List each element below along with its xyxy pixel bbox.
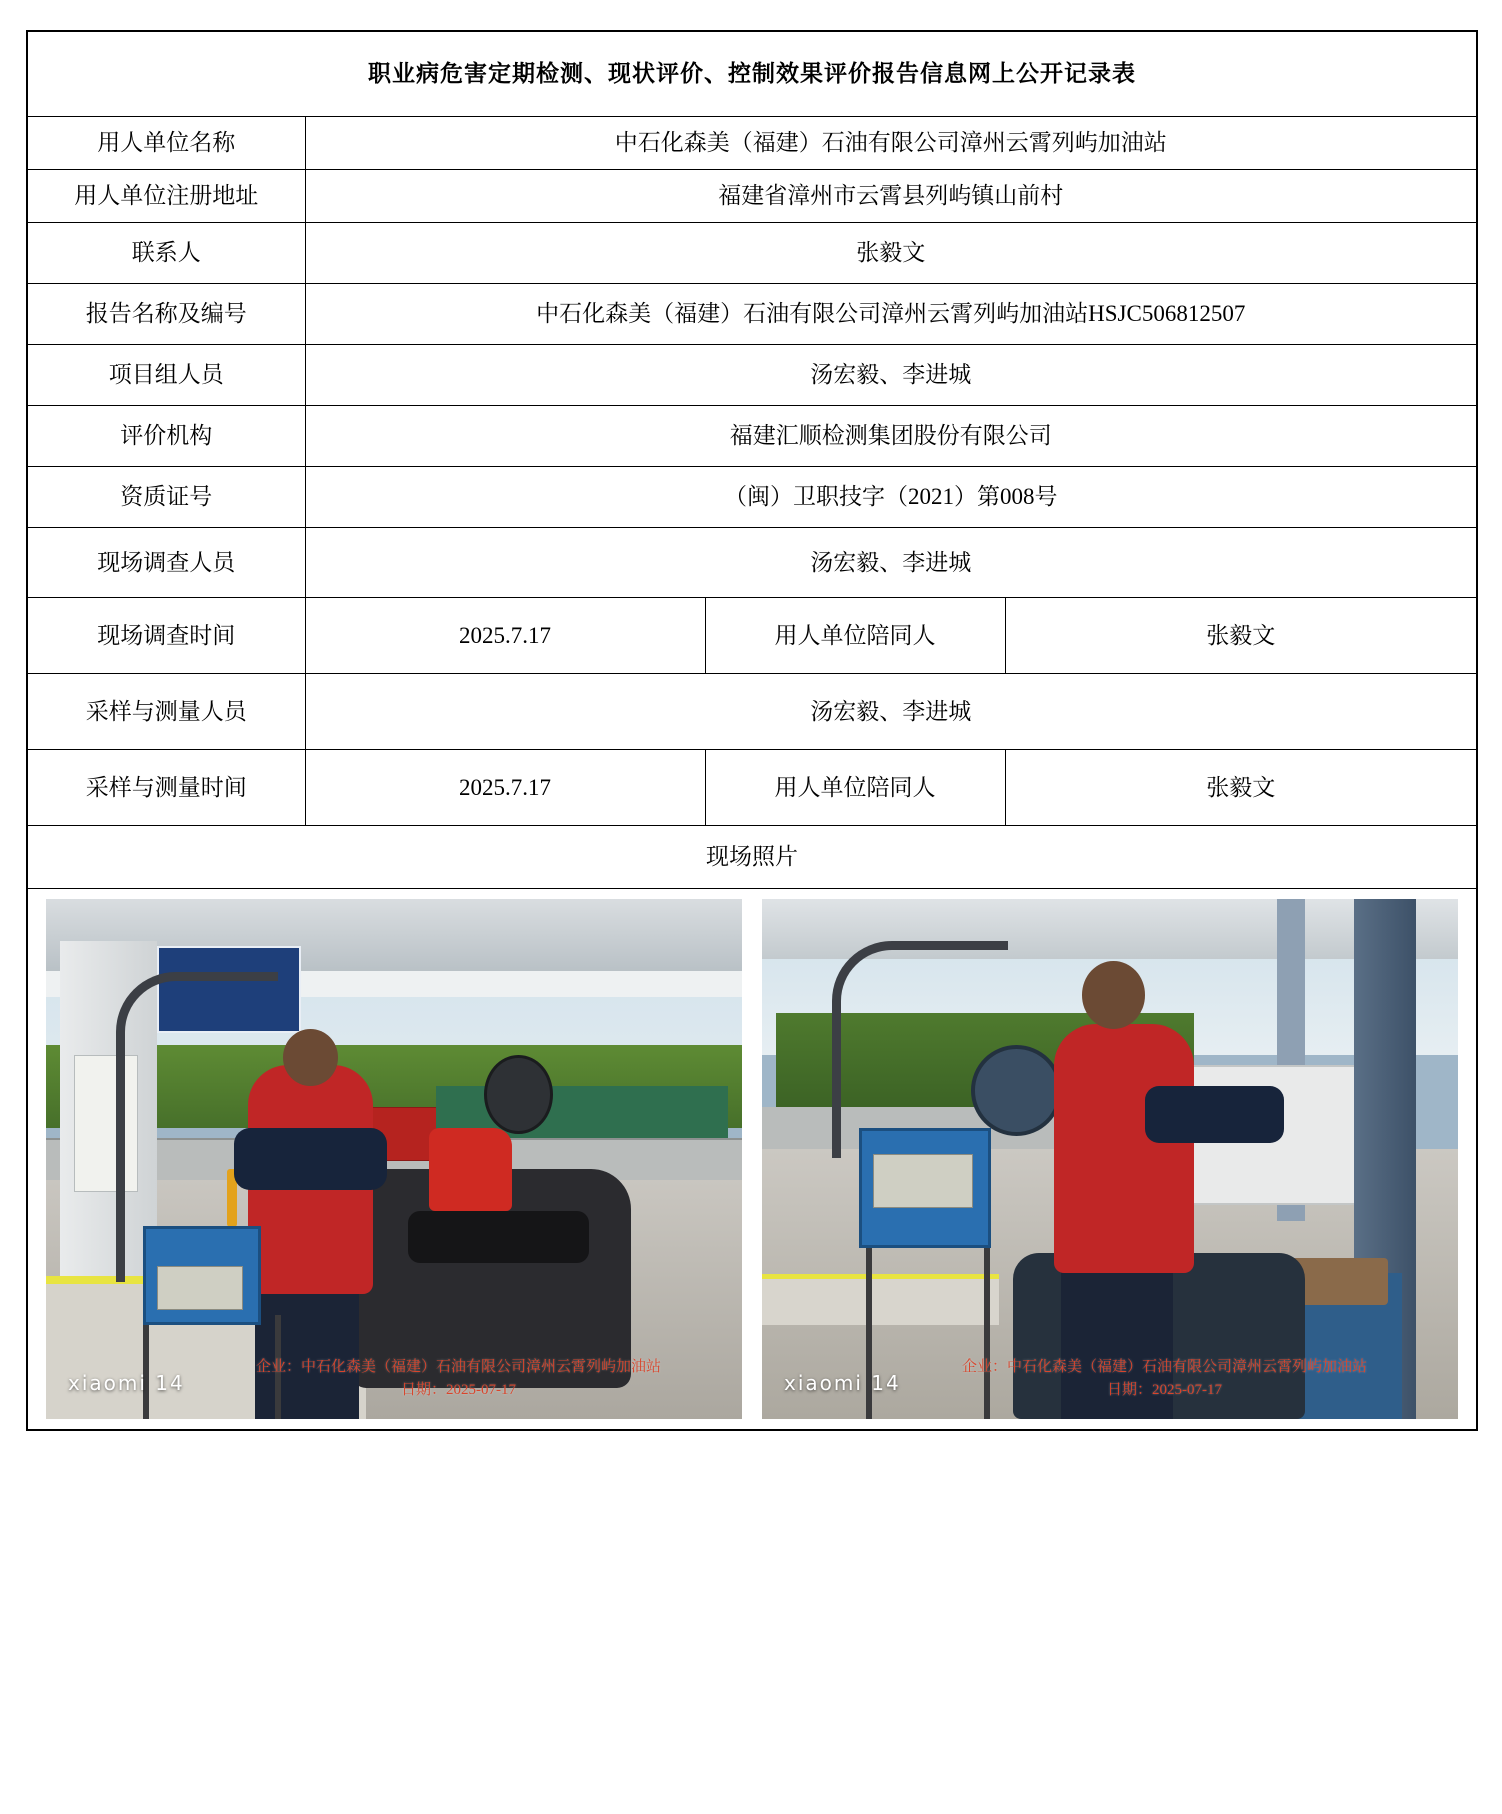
row-label-registered-address: 用人单位注册地址 [27,170,305,223]
table-row [27,528,1477,598]
table-row [27,674,1477,750]
page-title: 职业病危害定期检测、现状评价、控制效果评价报告信息网上公开记录表 [27,31,1477,117]
row-value-contact-person: 张毅文 [305,223,1477,284]
table-row [27,598,1477,674]
table-row [27,467,1477,528]
row-label-report-name-number: 报告名称及编号 [27,284,305,345]
row-value-site-survey-time: 2025.7.17 [305,598,705,674]
row-label-site-survey-staff: 现场调查人员 [27,528,305,598]
photo2-stamp-company: 企业：中石化森美（福建）石油有限公司漳州云霄列屿加油站 [962,1359,1368,1375]
photo1-stamp-date: 日期：2025-07-17 [401,1381,516,1398]
photo-row [28,899,1476,1419]
row-value-site-survey-staff: 汤宏毅、李进城 [305,528,1477,598]
photo1-scooter-seat [408,1211,589,1263]
photo1-fuel-nozzle [429,1128,513,1211]
row-value-qualification-number: （闽）卫职技字（2021）第008号 [305,467,1477,528]
row-label-sampling-time: 采样与测量时间 [27,750,305,826]
row-label-site-survey-time: 现场调查时间 [27,598,305,674]
photo1-stamp [256,1356,661,1401]
row-label-sampling-staff: 采样与测量人员 [27,674,305,750]
photos-section-header: 现场照片 [27,826,1477,889]
table-row [27,284,1477,345]
photo2-instrument-label [873,1154,972,1208]
table-row-photos-header [27,826,1477,889]
row-label-employer-name: 用人单位名称 [27,117,305,170]
row-label-evaluation-agency: 评价机构 [27,406,305,467]
row-value-survey-companion: 张毅文 [1005,598,1477,674]
table-row [27,406,1477,467]
photo2-attendant-body [1054,1024,1193,1274]
row-label-project-team: 项目组人员 [27,345,305,406]
row-label-qualification-number: 资质证号 [27,467,305,528]
photo2-stamp-date: 日期：2025-07-17 [1107,1381,1222,1398]
site-photo-1 [46,899,742,1419]
photo2-fuel-hose [832,941,1008,1158]
row-label-contact-person: 联系人 [27,223,305,284]
row-value-project-team: 汤宏毅、李进城 [305,345,1477,406]
photo1-brand-watermark: xiaomi 14 [68,1371,185,1395]
photo1-attendant-arm [234,1128,387,1190]
photo1-scooter-mirror [484,1055,553,1134]
photo2-attendant-arm [1145,1086,1284,1143]
row-value-sampling-companion: 张毅文 [1005,750,1477,826]
row-value-sampling-staff: 汤宏毅、李进城 [305,674,1477,750]
photo1-attendant-head [283,1029,339,1086]
row-value-report-name-number: 中石化森美（福建）石油有限公司漳州云霄列屿加油站HSJC506812507 [305,284,1477,345]
table-row [27,117,1477,170]
row-value-registered-address: 福建省漳州市云霄县列屿镇山前村 [305,170,1477,223]
photo1-instrument-label [157,1266,243,1310]
photo2-scooter-mirror [971,1045,1063,1136]
table-row [27,170,1477,223]
site-photo-2 [762,899,1458,1419]
row-label-survey-companion: 用人单位陪同人 [705,598,1005,674]
row-value-employer-name: 中石化森美（福建）石油有限公司漳州云霄列屿加油站 [305,117,1477,170]
photos-cell [27,889,1477,1431]
row-label-sampling-companion: 用人单位陪同人 [705,750,1005,826]
photo2-attendant-head [1082,961,1145,1029]
photo2-stamp [962,1356,1367,1401]
photo2-brand-watermark: xiaomi 14 [784,1371,901,1395]
row-value-sampling-time: 2025.7.17 [305,750,705,826]
table-row [27,345,1477,406]
table-row-photos [27,889,1477,1431]
public-disclosure-record-table [26,30,1478,1431]
table-row-title [27,31,1477,117]
table-row [27,223,1477,284]
table-row [27,750,1477,826]
photo1-stamp-company: 企业：中石化森美（福建）石油有限公司漳州云霄列屿加油站 [256,1359,662,1375]
row-value-evaluation-agency: 福建汇顺检测集团股份有限公司 [305,406,1477,467]
